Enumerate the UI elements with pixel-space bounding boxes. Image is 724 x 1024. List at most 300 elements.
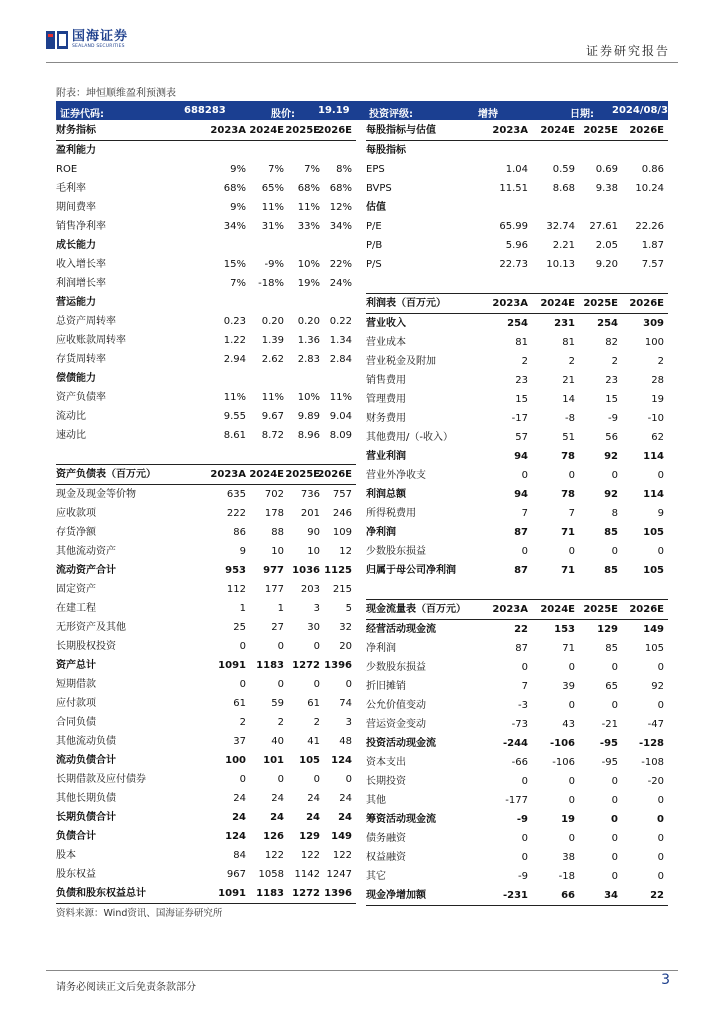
table-row	[366, 274, 668, 293]
row-value: 0	[313, 774, 320, 785]
row-value: -9	[516, 814, 528, 825]
row-label: 所得税费用	[366, 508, 416, 519]
table-row	[366, 867, 668, 886]
row-value: 0	[568, 662, 575, 673]
row-value: 9.89	[297, 411, 320, 422]
footer-divider	[46, 970, 678, 971]
row-value: 11.51	[499, 183, 528, 194]
row-value: 0	[521, 833, 528, 844]
row-label: 财务指标	[56, 125, 96, 136]
row-value: 7%	[230, 278, 246, 289]
row-value: 8	[611, 508, 618, 519]
row-value: 41	[307, 736, 320, 747]
table-row	[56, 675, 356, 694]
row-value: -106	[549, 738, 575, 749]
row-value: 0	[611, 852, 618, 863]
row-value: 2023A	[492, 125, 528, 136]
row-label: 利润总额	[366, 489, 406, 500]
row-value: 0	[568, 700, 575, 711]
row-value: -244	[502, 738, 528, 749]
row-value: 9%	[230, 202, 246, 213]
row-value: 8.96	[297, 430, 320, 441]
row-value: 87	[514, 527, 528, 538]
row-label: 估值	[366, 202, 386, 213]
row-value: 23	[605, 375, 618, 386]
row-value: 10	[307, 546, 320, 557]
row-label: 现金流量表（百万元）	[366, 604, 466, 615]
row-value: 0	[521, 546, 528, 557]
row-value: 0	[521, 852, 528, 863]
row-value: 2025E	[285, 469, 320, 480]
row-value: 112	[226, 584, 246, 595]
row-value: 28	[651, 375, 664, 386]
table-row	[56, 770, 356, 789]
table-row	[56, 580, 356, 599]
row-value: -10	[647, 413, 664, 424]
row-value: 24	[338, 812, 352, 823]
table-row	[56, 160, 356, 179]
table-row	[56, 293, 356, 312]
row-value: 8.61	[223, 430, 246, 441]
row-label: 净利润	[366, 527, 396, 538]
row-value: 2	[657, 356, 664, 367]
row-value: 22.73	[499, 259, 528, 270]
table-row	[56, 312, 356, 331]
row-label: 财务费用	[366, 413, 406, 424]
price-value: 19.19	[318, 105, 350, 116]
row-value: 1058	[258, 869, 284, 880]
row-value: 92	[604, 489, 618, 500]
row-value: 736	[300, 489, 320, 500]
row-value: 0	[239, 774, 246, 785]
table-row	[366, 447, 668, 466]
row-label: 偿债能力	[56, 373, 96, 384]
row-value: 87	[514, 565, 528, 576]
company-logo	[46, 30, 128, 50]
row-label: 长期股权投资	[56, 641, 116, 652]
row-value: 1247	[326, 869, 352, 880]
row-value: 0	[521, 662, 528, 673]
row-value: 2024E	[540, 298, 575, 309]
row-value: 1.22	[223, 335, 246, 346]
row-value: 635	[226, 489, 246, 500]
row-value: 1183	[256, 888, 284, 899]
row-value: 23	[515, 375, 528, 386]
row-value: -106	[552, 757, 575, 768]
row-label: 资产总计	[56, 660, 96, 671]
table-row	[366, 599, 668, 620]
table-row	[366, 352, 668, 371]
row-label: 毛利率	[56, 183, 86, 194]
row-value: 24	[307, 793, 320, 804]
row-value: 201	[300, 508, 320, 519]
row-value: 7%	[304, 164, 320, 175]
row-label: 总资产周转率	[56, 316, 116, 327]
row-value: 122	[332, 850, 352, 861]
row-value: 5	[345, 603, 352, 614]
table-row	[56, 426, 356, 445]
table-row	[366, 886, 668, 906]
row-value: 81	[562, 337, 575, 348]
row-value: 0	[611, 662, 618, 673]
row-value: 254	[507, 318, 528, 329]
stock-info-bar	[56, 101, 675, 120]
row-value: 90	[307, 527, 320, 538]
row-value: 24	[271, 793, 284, 804]
row-value: 105	[299, 755, 320, 766]
row-label: 负债和股东权益总计	[56, 888, 146, 899]
table-row	[366, 390, 668, 409]
date-label: 日期:	[570, 109, 594, 120]
row-value: 0	[277, 641, 284, 652]
row-value: 57	[515, 432, 528, 443]
table-row	[366, 677, 668, 696]
row-value: -108	[641, 757, 664, 768]
table-row	[366, 772, 668, 791]
row-value: 24	[339, 793, 352, 804]
row-label: 筹资活动现金流	[366, 814, 436, 825]
row-value: 61	[307, 698, 320, 709]
row-value: 9.04	[329, 411, 352, 422]
table-row	[366, 791, 668, 810]
row-value: 56	[605, 432, 618, 443]
row-label: 其它	[366, 871, 386, 882]
row-value: 15	[605, 394, 618, 405]
row-value: 1396	[324, 888, 352, 899]
row-label: 流动资产合计	[56, 565, 116, 576]
row-value: 11%	[261, 202, 284, 213]
row-value: 65%	[261, 183, 284, 194]
row-value: -177	[505, 795, 528, 806]
row-value: 24%	[329, 278, 352, 289]
row-value: 7%	[268, 164, 284, 175]
table-row	[366, 121, 668, 141]
row-value: 0	[313, 679, 320, 690]
row-value: -73	[511, 719, 528, 730]
row-value: 0	[657, 700, 664, 711]
row-value: 122	[300, 850, 320, 861]
row-label: 其他流动资产	[56, 546, 116, 557]
row-value: 100	[644, 337, 664, 348]
row-value: 0	[611, 795, 618, 806]
row-value: 231	[554, 318, 575, 329]
row-value: 0	[239, 641, 246, 652]
row-value: -20	[647, 776, 664, 787]
row-value: 78	[561, 451, 575, 462]
table-row	[366, 504, 668, 523]
row-label: 利润表（百万元）	[366, 298, 446, 309]
table-row	[56, 198, 356, 217]
row-value: 24	[270, 812, 284, 823]
table-row	[366, 753, 668, 772]
row-value: 25	[233, 622, 246, 633]
row-value: 101	[263, 755, 284, 766]
table-row	[366, 523, 668, 542]
table-row	[366, 371, 668, 390]
logo-mark-icon	[46, 31, 68, 49]
row-label: 应收账款周转率	[56, 335, 126, 346]
row-label: 期间费率	[56, 202, 96, 213]
row-value: 1272	[292, 660, 320, 671]
row-label: 流动比	[56, 411, 86, 422]
table-row	[56, 542, 356, 561]
row-label: 营业税金及附加	[366, 356, 436, 367]
row-value: 0	[657, 833, 664, 844]
row-value: 43	[562, 719, 575, 730]
row-value: 2024E	[249, 469, 284, 480]
row-value: 0	[239, 679, 246, 690]
row-value: 71	[561, 565, 575, 576]
row-value: 2026E	[629, 298, 664, 309]
row-label: ROE	[56, 164, 78, 175]
row-value: 27	[271, 622, 284, 633]
row-value: 2025E	[583, 125, 618, 136]
row-value: 87	[515, 643, 528, 654]
row-value: 10.24	[635, 183, 664, 194]
row-value: 3	[345, 717, 352, 728]
date-value: 2024/08/30	[612, 105, 675, 116]
table-caption: 附表：坤恒顺维盈利预测表	[56, 88, 176, 99]
row-value: 92	[604, 451, 618, 462]
row-value: -231	[502, 890, 528, 901]
table-row	[366, 293, 668, 314]
table-row	[366, 715, 668, 734]
row-value: 9.38	[595, 183, 618, 194]
row-value: -128	[638, 738, 664, 749]
row-value: 81	[515, 337, 528, 348]
left-table-column	[56, 121, 356, 904]
row-label: 盈利能力	[56, 145, 96, 156]
page-header	[0, 0, 724, 60]
row-value: 39	[562, 681, 575, 692]
table-row	[366, 580, 668, 599]
table-row	[366, 561, 668, 580]
row-value: 0	[568, 470, 575, 481]
row-value: 9.20	[595, 259, 618, 270]
table-row	[366, 620, 668, 639]
row-value: 34	[604, 890, 618, 901]
row-label: 现金及现金等价物	[56, 489, 136, 500]
row-value: 309	[643, 318, 664, 329]
row-value: 222	[226, 508, 246, 519]
row-value: 2025E	[285, 125, 320, 136]
row-value: 19	[651, 394, 664, 405]
table-row	[56, 827, 356, 846]
table-row	[56, 637, 356, 656]
row-value: 124	[331, 755, 352, 766]
row-label: 无形资产及其他	[56, 622, 126, 633]
row-label: 负债合计	[56, 831, 96, 842]
table-row	[56, 179, 356, 198]
row-label: 收入增长率	[56, 259, 106, 270]
table-row	[366, 485, 668, 504]
row-value: 12	[339, 546, 352, 557]
row-value: 129	[299, 831, 320, 842]
row-value: 2.84	[329, 354, 352, 365]
table-row	[56, 618, 356, 637]
row-value: 85	[605, 643, 618, 654]
row-value: 10%	[297, 259, 320, 270]
table-row	[56, 599, 356, 618]
table-row	[56, 445, 356, 464]
row-value: 9	[657, 508, 664, 519]
table-row	[56, 561, 356, 580]
row-value: 68%	[297, 183, 320, 194]
row-label: 应收款项	[56, 508, 96, 519]
table-row	[366, 734, 668, 753]
row-value: 0.20	[261, 316, 284, 327]
row-value: 1.04	[505, 164, 528, 175]
row-value: 9.67	[261, 411, 284, 422]
row-value: 0	[657, 852, 664, 863]
row-value: 1.36	[297, 335, 320, 346]
row-value: 0	[521, 776, 528, 787]
row-value: 9%	[230, 164, 246, 175]
stock-code-label: 证券代码:	[60, 109, 104, 120]
row-value: 177	[264, 584, 284, 595]
row-value: 246	[332, 508, 352, 519]
row-value: 0.59	[552, 164, 575, 175]
row-value: 0.86	[641, 164, 664, 175]
table-row	[366, 428, 668, 447]
row-label: 存货净额	[56, 527, 96, 538]
row-value: 2026E	[629, 604, 664, 615]
row-value: 11%	[297, 202, 320, 213]
row-value: 7	[521, 508, 528, 519]
table-row	[366, 829, 668, 848]
row-label: 流动负债合计	[56, 755, 116, 766]
row-label: P/B	[366, 240, 383, 251]
row-value: 0.22	[329, 316, 352, 327]
row-label: P/S	[366, 259, 382, 270]
row-value: 7	[521, 681, 528, 692]
row-value: 7.57	[641, 259, 664, 270]
row-value: 8%	[336, 164, 352, 175]
report-type: 证券研究报告	[585, 44, 670, 58]
row-value: -9	[608, 413, 618, 424]
table-row	[56, 121, 356, 141]
row-value: 31%	[261, 221, 284, 232]
row-value: 122	[264, 850, 284, 861]
row-label: 营业利润	[366, 451, 406, 462]
row-label: 营运资金变动	[366, 719, 426, 730]
row-value: 2	[277, 717, 284, 728]
footer-disclaimer: 请务必阅读正文后免责条款部分	[56, 982, 196, 993]
row-value: 0	[657, 795, 664, 806]
row-label: BVPS	[366, 183, 392, 194]
table-row	[366, 696, 668, 715]
row-value: 1.34	[329, 335, 352, 346]
row-value: 124	[225, 831, 246, 842]
row-value: -18%	[258, 278, 284, 289]
row-value: 114	[643, 451, 664, 462]
row-label: 长期负债合计	[56, 812, 116, 823]
row-value: 109	[332, 527, 352, 538]
row-label: 利润增长率	[56, 278, 106, 289]
row-value: 977	[263, 565, 284, 576]
row-value: 2026E	[629, 125, 664, 136]
row-value: 1	[277, 603, 284, 614]
row-value: 78	[561, 489, 575, 500]
row-value: 2	[239, 717, 246, 728]
table-row	[56, 504, 356, 523]
table-row	[56, 865, 356, 884]
row-label: 营业成本	[366, 337, 406, 348]
row-value: 32	[339, 622, 352, 633]
row-value: 1125	[324, 565, 352, 576]
table-row	[56, 217, 356, 236]
logo-english-name: SEALAND SECURITIES	[72, 44, 125, 49]
right-table-column	[366, 121, 668, 906]
row-label: 股东权益	[56, 869, 96, 880]
row-label: 投资活动现金流	[366, 738, 436, 749]
row-value: 59	[271, 698, 284, 709]
row-value: 2026E	[317, 125, 352, 136]
row-label: 应付款项	[56, 698, 96, 709]
row-value: 0	[611, 546, 618, 557]
row-value: 2.62	[261, 354, 284, 365]
row-value: 48	[339, 736, 352, 747]
row-value: 11%	[223, 392, 246, 403]
table-row	[366, 658, 668, 677]
row-value: 114	[643, 489, 664, 500]
row-value: 178	[264, 508, 284, 519]
row-label: 成长能力	[56, 240, 96, 251]
table-row	[56, 694, 356, 713]
row-value: 0	[568, 776, 575, 787]
row-value: -95	[599, 738, 618, 749]
row-value: 2023A	[210, 125, 246, 136]
row-value: 0	[345, 774, 352, 785]
row-label: 权益融资	[366, 852, 406, 863]
row-value: 0	[568, 795, 575, 806]
row-value: 0	[611, 776, 618, 787]
row-label: 少数股东损益	[366, 662, 426, 673]
row-value: 94	[514, 489, 528, 500]
row-value: 85	[604, 527, 618, 538]
table-row	[366, 255, 668, 274]
price-label: 股价:	[271, 109, 295, 120]
table-row	[366, 409, 668, 428]
row-value: 65.99	[499, 221, 528, 232]
table-row	[56, 369, 356, 388]
row-label: 每股指标与估值	[366, 125, 436, 136]
row-value: 12%	[329, 202, 352, 213]
table-row	[56, 141, 356, 160]
row-value: 82	[605, 337, 618, 348]
table-row	[56, 789, 356, 808]
header-divider	[46, 62, 678, 63]
row-value: 37	[233, 736, 246, 747]
table-row	[366, 639, 668, 658]
row-value: 22	[650, 890, 664, 901]
row-value: 1183	[256, 660, 284, 671]
table-row	[366, 141, 668, 160]
row-value: 66	[561, 890, 575, 901]
row-value: 100	[225, 755, 246, 766]
row-value: 68%	[329, 183, 352, 194]
row-value: 32.74	[546, 221, 575, 232]
page-number: 3	[661, 972, 670, 988]
row-value: 5.96	[505, 240, 528, 251]
row-value: 19%	[297, 278, 320, 289]
row-value: 702	[264, 489, 284, 500]
row-value: -66	[511, 757, 528, 768]
table-row	[366, 810, 668, 829]
row-value: 1091	[218, 888, 246, 899]
table-row	[366, 314, 668, 333]
table-row	[366, 179, 668, 198]
